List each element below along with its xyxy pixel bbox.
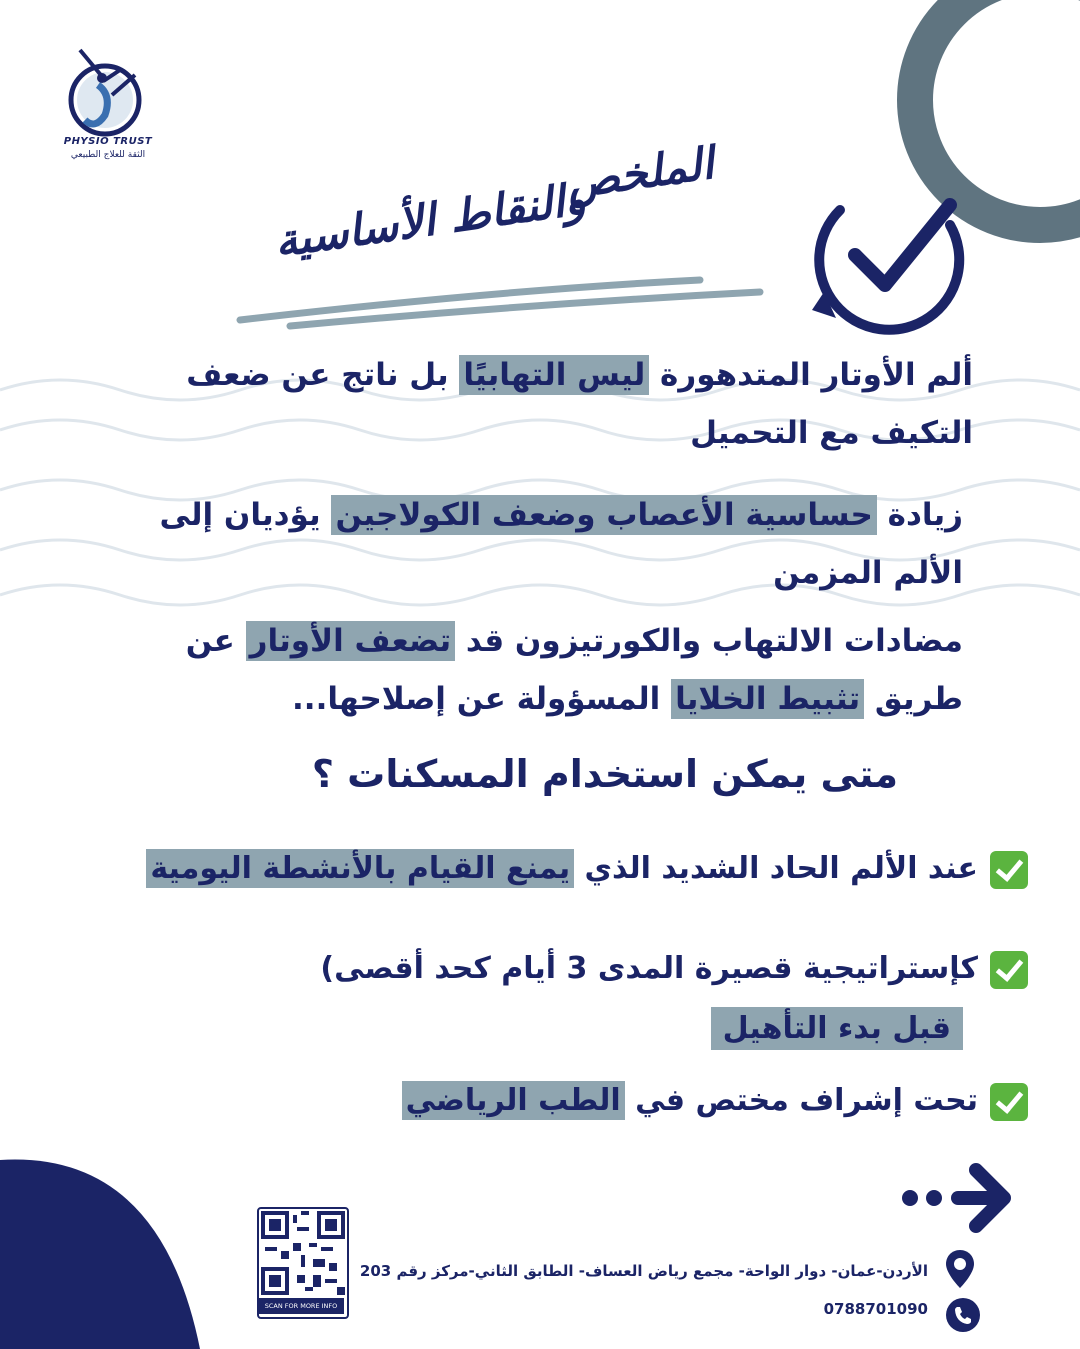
point-1-highlight: ليس التهابيًا — [459, 355, 649, 395]
point-3-line2-end: المسؤولة عن إصلاحها... — [292, 681, 672, 717]
list-item — [88, 1072, 1028, 1130]
check-circle-icon — [800, 170, 975, 345]
phone-number[interactable]: 0788701090 — [823, 1300, 928, 1318]
point-3-text: مضادات الالتهاب والكورتيزون قد — [455, 623, 963, 659]
summary-point-2 — [143, 486, 963, 602]
page-title-line2: والنقاط الأساسية — [271, 173, 589, 268]
item-2-highlight: قبل بدء التأهيل — [711, 1007, 963, 1050]
address-text: الأردن-عمان- دوار الواحة- مجمع رياض العساف- الطابق الثاني-مركز رقم 203 — [359, 1262, 928, 1280]
point-2-highlight: حساسية الأعصاب وضعف الكولاجين — [331, 495, 876, 535]
item-3-highlight: الطب الرياضي — [402, 1081, 625, 1120]
check-mark-icon — [990, 951, 1028, 989]
location-pin-icon — [946, 1250, 974, 1288]
question-heading: متى يمكن استخدام المسكنات ؟ — [311, 752, 898, 796]
list-item-continuation — [563, 1000, 963, 1058]
brand-name: PHYSIO TRUST — [63, 136, 153, 147]
decorative-corner-wave — [0, 1150, 260, 1349]
point-3-highlight: تضعف الأوتار — [246, 621, 456, 661]
check-mark-icon — [990, 851, 1028, 889]
point-3-line2-text: طريق — [864, 681, 963, 717]
item-2-text: كإستراتيجية قصيرة المدى 3 أيام كحد أقصى) — [320, 951, 978, 986]
brand-subtitle: الثقة للعلاج الطبيعي — [70, 150, 146, 160]
item-1-text: عند الألم الحاد الشديد الذي — [574, 851, 978, 886]
qr-label: SCAN FOR MORE INFO — [258, 1298, 344, 1314]
summary-point-3 — [143, 612, 963, 728]
list-item — [88, 940, 1028, 998]
item-1-highlight: يمنع القيام بالأنشطة اليومية — [146, 849, 574, 888]
title-underline-swoosh — [230, 270, 770, 330]
page-title-line1: الملخص — [563, 137, 717, 210]
point-1-text-end: بل ناتج عن ضعف — [186, 357, 460, 393]
qr-pattern — [261, 1211, 345, 1295]
summary-point-1 — [153, 346, 973, 462]
point-2-text: زيادة — [876, 497, 963, 533]
phone-icon — [946, 1298, 980, 1332]
arrow-right-icon — [900, 1160, 1015, 1240]
point-1-line2: التكيف مع التحميل — [690, 415, 973, 451]
point-2-text-end: يؤديان إلى — [159, 497, 332, 533]
list-item — [88, 840, 1028, 898]
point-3-line2-highlight: تثبيط الخلايا — [671, 679, 864, 719]
point-1-text: ألم الأوتار المتدهورة — [649, 357, 973, 393]
item-3-text: تحت إشراف مختص في — [624, 1083, 978, 1118]
point-3-text-end: عن — [185, 623, 246, 659]
point-2-line2: الألم المزمن — [773, 555, 963, 591]
check-mark-icon — [990, 1083, 1028, 1121]
